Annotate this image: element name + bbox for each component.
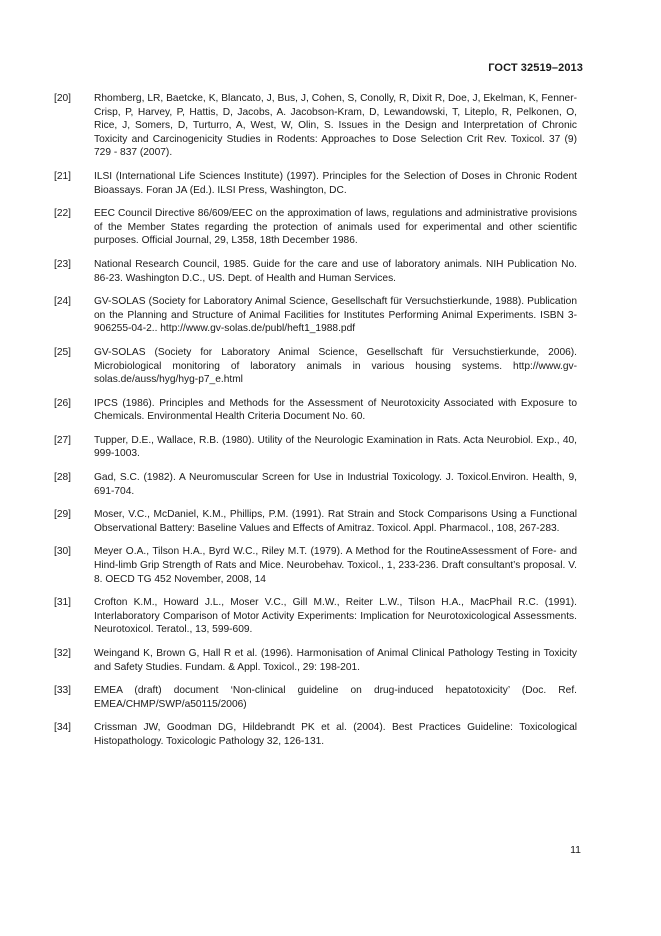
reference-text: Meyer O.A., Tilson H.A., Byrd W.C., Riley M.T. (1979). A Method for the RoutineAssessment of Fore- and Hind-limb Grip Strength of Rats and Mice. Neurobehav. Toxicol., 1, 233-236. Draft consultant’s proposal. V. 8. OECD TG 452 November, 2008, 14 [94, 546, 577, 585]
reference-item [54, 397, 577, 424]
reference-number: [28] [54, 472, 71, 484]
reference-text: National Research Council, 1985. Guide for the care and use of laboratory animals. NIH Publication No. 86-23. Washington D.C., US. Dept. of Health and Human Services. [94, 258, 577, 284]
reference-item [54, 295, 577, 336]
reference-text: Crofton K.M., Howard J.L., Moser V.C., Gill M.W., Reiter L.W., Tilson H.A., MacPhail R.C. (1991). Interlaboratory Comparison of Motor Activity Experiments: Implication for Neurotoxicological Assessments. Neurotoxicol. Teratol., 13, 599-609. [94, 597, 577, 636]
reference-text: Gad, S.C. (1982). A Neuromuscular Screen for Use in Industrial Toxicology. J. Toxicol.Environ. Health, 9, 691-704. [94, 472, 577, 497]
reference-item [54, 471, 577, 498]
reference-item [54, 545, 577, 586]
reference-text: EEC Council Directive 86/609/EEC on the approximation of laws, regulations and administrative provisions of the Member States regarding the protection of animals used for experimental and other scientific purposes. Official Journal, 29, L358, 18th December 1986. [94, 208, 577, 247]
reference-item [54, 92, 577, 160]
reference-text: IPCS (1986). Principles and Methods for the Assessment of Neurotoxicity Associated with Exposure to Chemicals. Environmental Health Criteria Document No. 60. [94, 397, 577, 423]
reference-text: ILSI (International Life Sciences Institute) (1997). Principles for the Selection of Doses in Chronic Rodent Bioassays. Foran JA (Ed.). ILSI Press, Washington, DC. [94, 170, 577, 196]
reference-item [54, 170, 577, 197]
reference-item [54, 508, 577, 535]
page-number: 11 [570, 844, 581, 856]
reference-item [54, 721, 577, 748]
standard-header: ГОСТ 32519–2013 [488, 62, 583, 74]
reference-item [54, 346, 577, 387]
reference-item [54, 684, 577, 711]
reference-text: EMEA (draft) document ‘Non-clinical guideline on drug-induced hepatotoxicity’ (Doc. Ref. EMEA/CHMP/SWP/a50115/2006) [94, 685, 577, 710]
reference-number: [24] [54, 296, 71, 308]
reference-number: [27] [54, 434, 71, 446]
reference-item [54, 434, 577, 461]
reference-number: [33] [54, 685, 71, 697]
reference-text: Rhomberg, LR, Baetcke, K, Blancato, J, Bus, J, Cohen, S, Conolly, R, Dixit R, Doe, J, Ekelman, K, Fenner-Crisp, P, Harvey, P, Hattis, D, Jacobs, A. Jacobson-Kram, D, Lewandowski, T, Liteplo, R, Pelkonen, O, Rice, J, Somers, D, Turturro, A, West, W, Olin, S. Issues in the Design and Interpretation of Chronic Toxicity and Carcinogenicity Studies in Rodents: Approaches to Dose Selection Crit Rev. Toxicol. 37 (9) 729 - 837 (2007). [94, 93, 577, 159]
reference-number: [31] [54, 597, 71, 609]
reference-number: [20] [54, 93, 71, 104]
reference-number: [26] [54, 397, 71, 409]
reference-text: Crissman JW, Goodman DG, Hildebrandt PK et al. (2004). Best Practices Guideline: Toxicological Histopathology. Toxicologic Pathology 32, 126-131. [94, 722, 577, 747]
reference-number: [23] [54, 258, 71, 270]
reference-item [54, 207, 577, 248]
reference-number: [21] [54, 170, 71, 182]
reference-item [54, 647, 577, 674]
reference-text: Moser, V.C., McDaniel, K.M., Phillips, P.M. (1991). Rat Strain and Stock Comparisons Using a Functional Observational Battery: Baseline Values and Effects of Amitraz. Toxicol. Appl. Pharmacol., 108, 267-283. [94, 509, 577, 534]
reference-text: Tupper, D.E., Wallace, R.B. (1980). Utility of the Neurologic Examination in Rats. Acta Neurobiol. Exp., 40, 999-1003. [94, 434, 577, 460]
reference-item [54, 258, 577, 285]
reference-item [54, 596, 577, 637]
reference-number: [22] [54, 208, 71, 220]
reference-list [54, 92, 577, 759]
reference-text: Weingand K, Brown G, Hall R et al. (1996). Harmonisation of Animal Clinical Pathology Testing in Toxicity and Safety Studies. Fundam. & Appl. Toxicol., 29: 198-201. [94, 648, 577, 673]
reference-number: [30] [54, 546, 71, 558]
reference-number: [32] [54, 648, 71, 659]
reference-number: [34] [54, 722, 71, 734]
reference-number: [25] [54, 346, 71, 358]
reference-text: GV-SOLAS (Society for Laboratory Animal Science, Gesellschaft für Versuchstierkunde, 1988). Publication on the Planning and Structure of Animal Facilities for Institutes Performing Animal Experiments. ISBN 3-906255-04-2.. http://www.gv-solas.de/publ/heft1_1988.pdf [94, 296, 577, 335]
reference-text: GV-SOLAS (Society for Laboratory Animal Science, Gesellschaft für Versuchstierkunde, 2006). Microbiological monitoring of laboratory animals in various housing systems. http://www.gv-solas.de/auss/hyg/hyg-p7_e.html [94, 346, 577, 386]
reference-number: [29] [54, 509, 71, 521]
